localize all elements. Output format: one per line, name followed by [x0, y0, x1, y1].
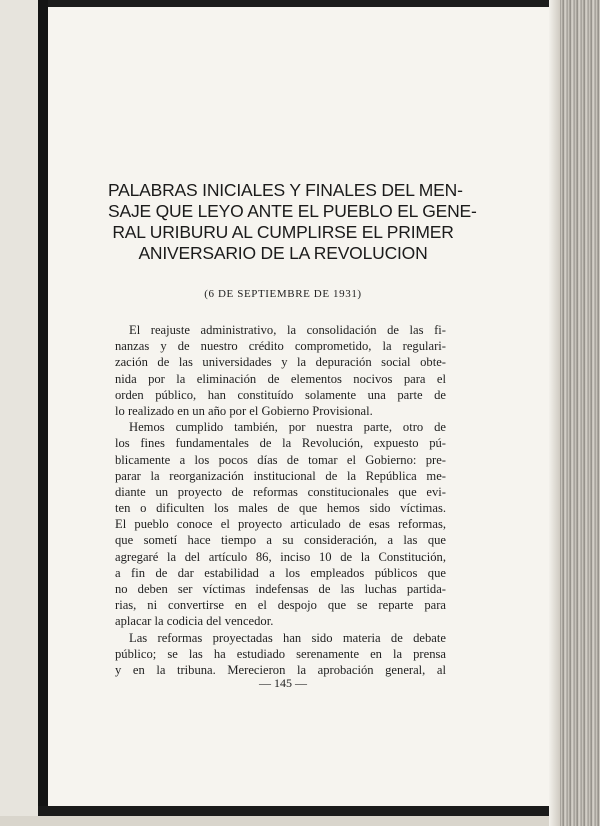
text-line: zación de las universidades y la depuración social obte-	[115, 355, 446, 370]
page-number: — 145 —	[259, 676, 307, 690]
text-line: nida por la eliminación de elementos nocivos para el	[115, 371, 446, 386]
text-line: ten o dificulten los males de que hemos sido víctimas.	[115, 501, 446, 516]
text-line: orden público, han constituído solamente una parte de	[115, 387, 446, 402]
title-line: PALABRAS INICIALES Y FINALES DEL MEN-	[108, 180, 463, 200]
text-line: lo realizado en un año por el Gobierno Provisional.	[115, 403, 373, 418]
text-line: rias, ni convertirse en el despojo que se reparte para	[115, 598, 446, 613]
scan-edge-bottom	[38, 806, 580, 816]
speech-date: (6 DE SEPTIEMBRE DE 1931)	[204, 288, 362, 300]
text-line: que sometí hace tiempo a su consideración, a las que	[115, 533, 446, 548]
scan-margin-left	[0, 0, 38, 826]
text-line: no deben ser víctimas indefensas de las luchas partida-	[115, 582, 446, 596]
text-line: blicamente a los pocos días de tomar el Gobierno: pre-	[115, 452, 446, 467]
text-line: El pueblo conoce el proyecto articulado de esas reformas,	[115, 517, 446, 532]
scan-edge-top	[38, 0, 580, 7]
text-line: agregaré la del artículo 86, inciso 10 de la Constitución,	[115, 549, 446, 564]
text-line: a fin de dar estabilidad a los empleados públicos que	[115, 565, 446, 580]
text-line: Las reformas proyectadas han sido materia de debate	[129, 630, 446, 645]
text-line: parar la reorganización institucional de la República me-	[115, 468, 446, 483]
body-text	[115, 322, 446, 678]
text-line: El reajuste administrativo, la consolidación de las fi-	[129, 323, 446, 337]
book-page-edges	[560, 0, 600, 826]
title-line: RAL URIBURU AL CUMPLIRSE EL PRIMER	[112, 222, 454, 242]
text-line: diante un proyecto de reformas constitucionales que evi-	[115, 484, 446, 499]
scan-margin-bottom	[0, 816, 600, 826]
title-line: SAJE QUE LEYO ANTE EL PUEBLO EL GENE-	[108, 201, 477, 221]
scan-edge-left	[38, 0, 48, 810]
title-line: ANIVERSARIO DE LA REVOLUCION	[138, 243, 428, 263]
text-line: aplacar la codicia del vencedor.	[115, 614, 274, 629]
text-line: nanzas y de nuestro crédito comprometido, la regulari-	[115, 339, 446, 354]
page-curl-shadow	[549, 0, 560, 826]
chapter-title	[108, 180, 477, 264]
text-line: los fines fundamentales de la Revolución, expuesto pú-	[115, 436, 446, 451]
text-line: público; se las ha estudiado serenamente en la prensa	[115, 646, 446, 661]
text-line: y en la tribuna. Merecieron la aprobación general, al	[115, 662, 446, 677]
text-line: Hemos cumplido también, por nuestra parte, otro de	[129, 420, 446, 435]
